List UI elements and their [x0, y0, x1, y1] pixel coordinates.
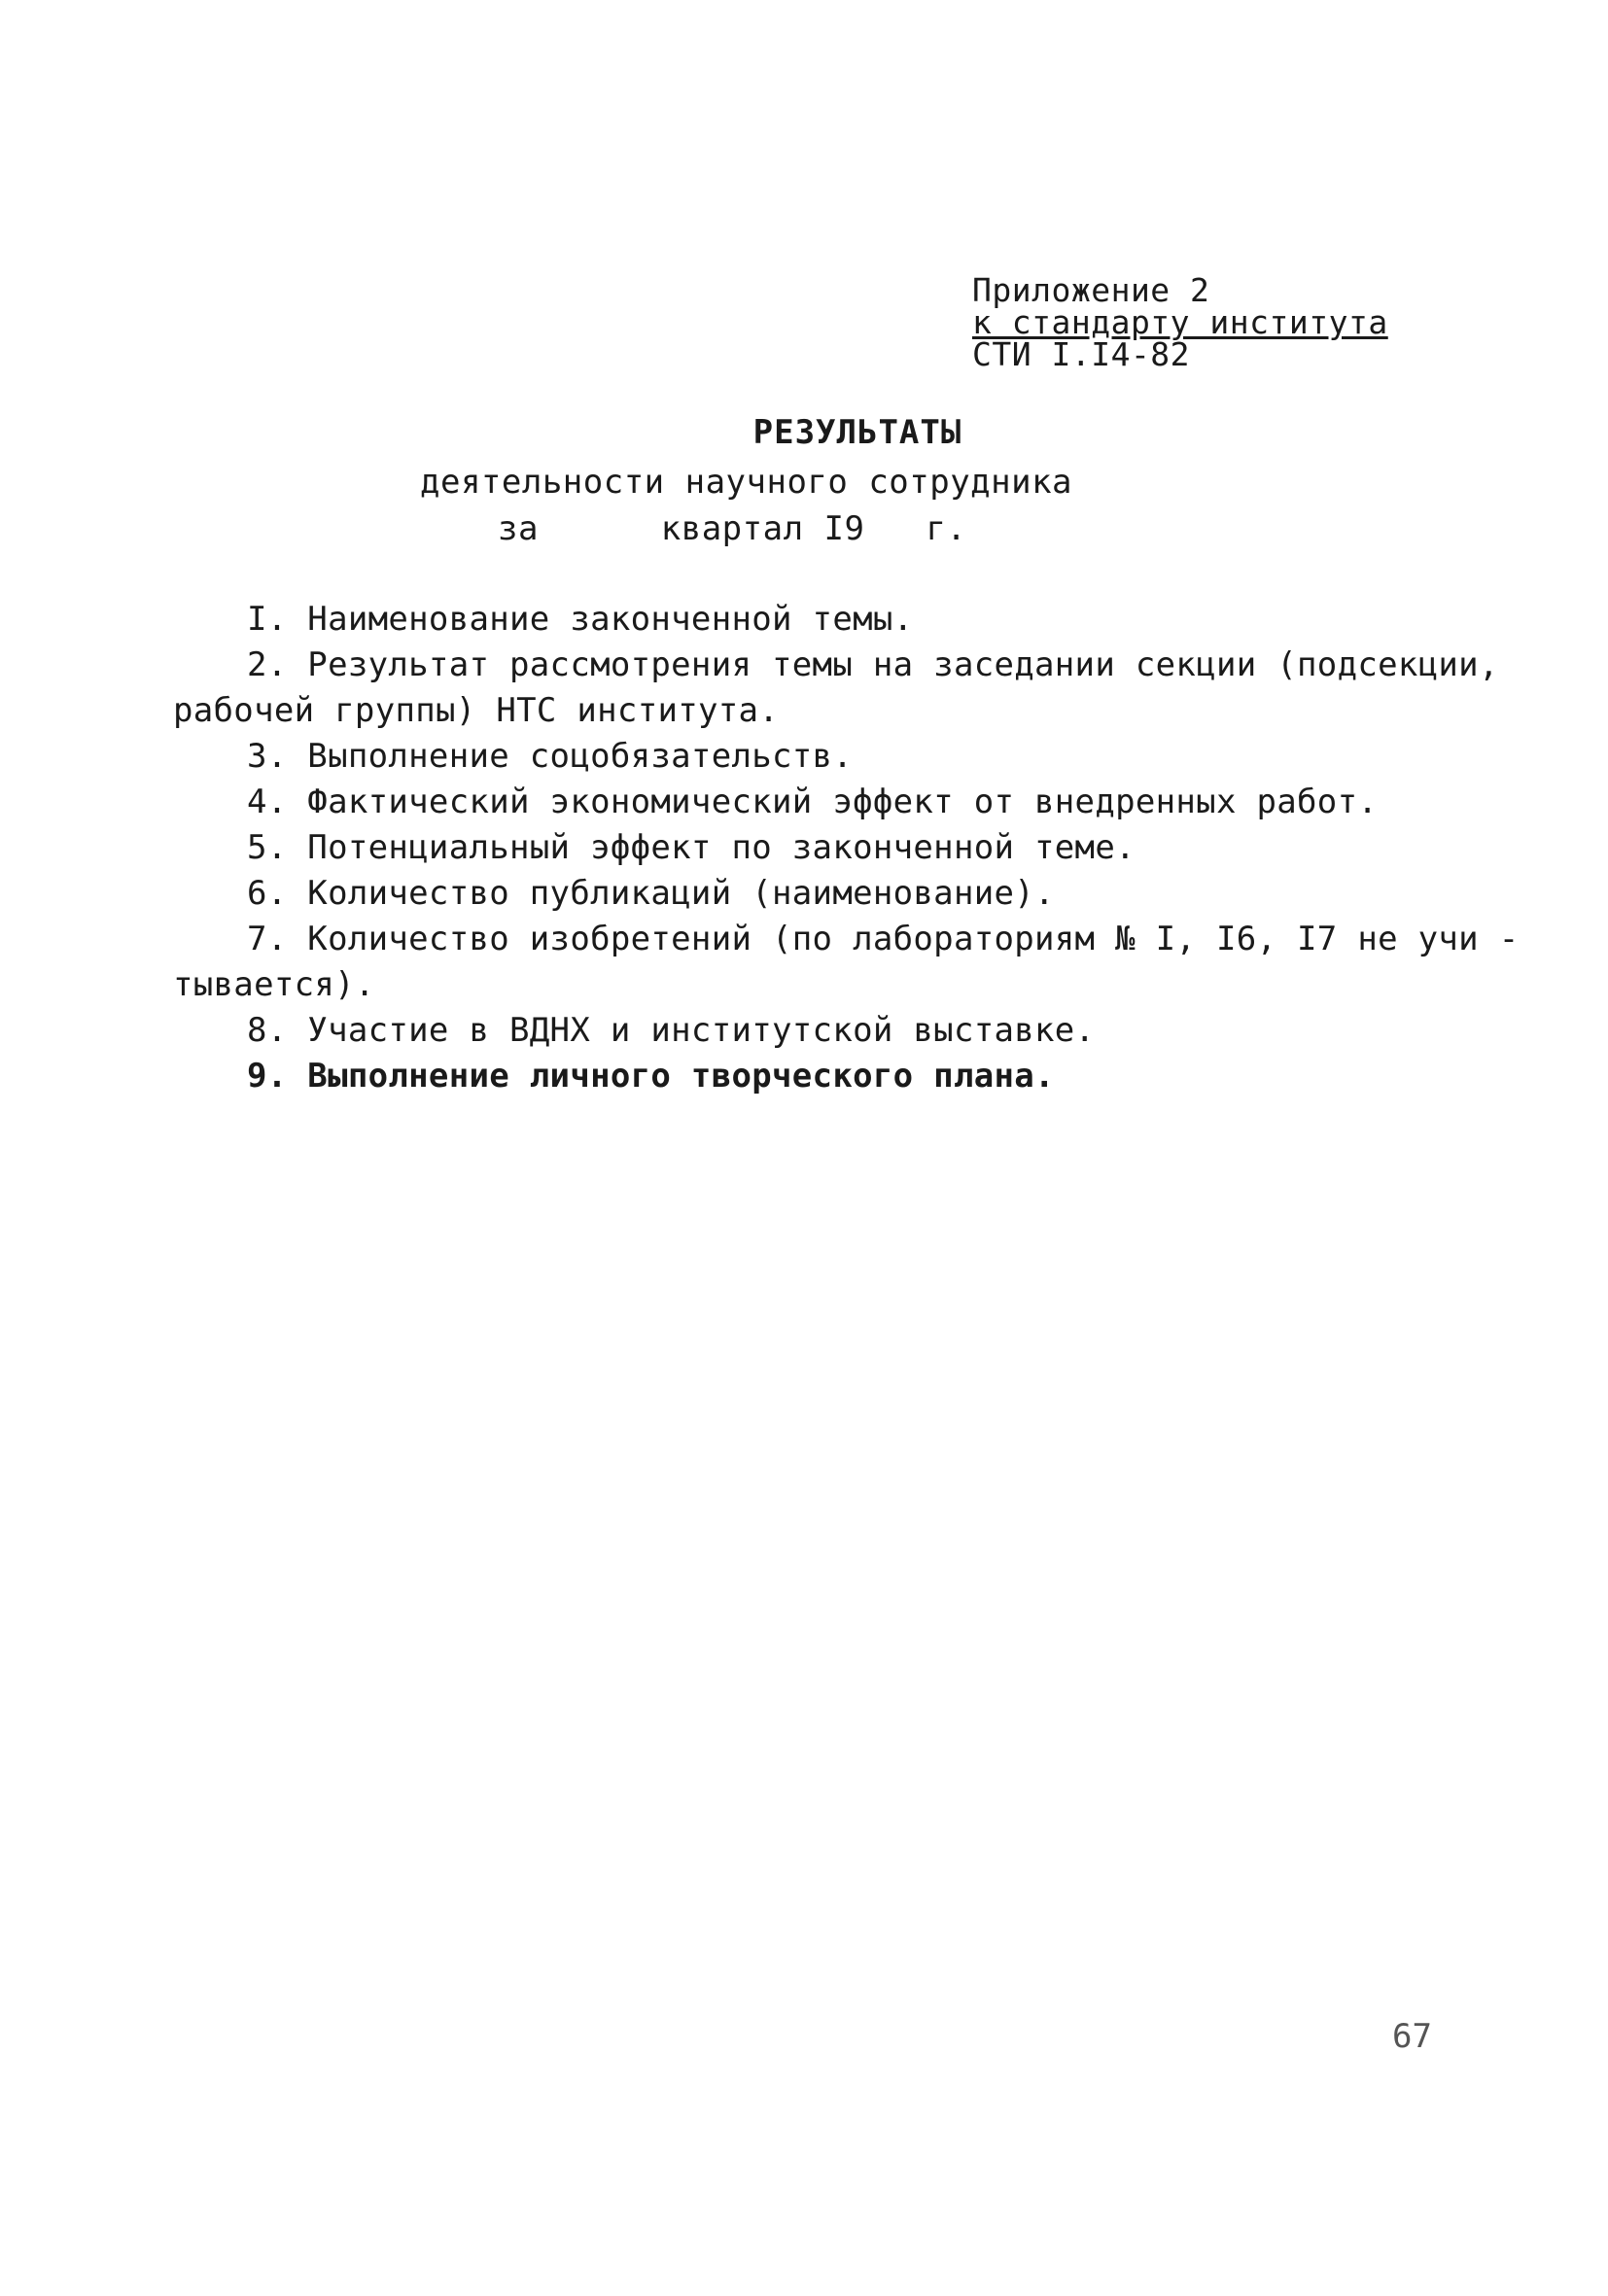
list-item-8: [173, 1008, 1456, 1054]
appendix-line-3: СТИ I.I4-82: [972, 335, 1191, 373]
list-item-7: [173, 917, 1520, 1008]
list-item-3: [173, 734, 1456, 780]
list-item-2: [173, 643, 1499, 734]
list-item-5: [173, 825, 1456, 871]
list-item-6: [173, 871, 1456, 917]
list-item-1: [173, 597, 1456, 643]
appendix-line-2: к стандарту института: [972, 303, 1388, 341]
reporting-period: за квартал I9 г.: [498, 509, 967, 548]
page-number: 67: [1392, 2017, 1432, 2056]
list-item-text: 5. Потенциальный эффект по законченной теме.: [247, 828, 1136, 867]
list-item-continuation: рабочей группы) НТС института.: [173, 691, 780, 730]
document-title: РЕЗУЛЬТАТЫ: [752, 413, 962, 452]
list-item-text: 4. Фактический экономический эффект от внедренных работ.: [247, 783, 1379, 821]
list-item-text: I. Наименование законченной темы.: [247, 600, 914, 639]
list-item-text: 3. Выполнение соцобязательств.: [247, 737, 854, 776]
items-list: [173, 597, 1520, 1099]
list-item-4: [173, 780, 1456, 825]
document-subtitle: деятельности научного сотрудника: [420, 463, 1073, 502]
list-item-continuation: тывается).: [173, 965, 375, 1004]
appendix-reference: [972, 271, 1388, 373]
list-item-9: [173, 1054, 1456, 1099]
list-item-text: 6. Количество публикаций (наименование).: [247, 874, 1055, 913]
list-item-text: 8. Участие в ВДНХ и институтской выставке.: [247, 1011, 1096, 1050]
list-item-text: 9. Выполнение личного творческого плана.: [247, 1057, 1055, 1096]
list-item-text: 7. Количество изобретений (по лабораториям № I, I6, I7 не учи -: [247, 920, 1520, 958]
list-item-text: 2. Результат рассмотрения темы на заседании секции (подсекции,: [247, 645, 1499, 684]
appendix-line-1: Приложение 2: [972, 271, 1210, 309]
